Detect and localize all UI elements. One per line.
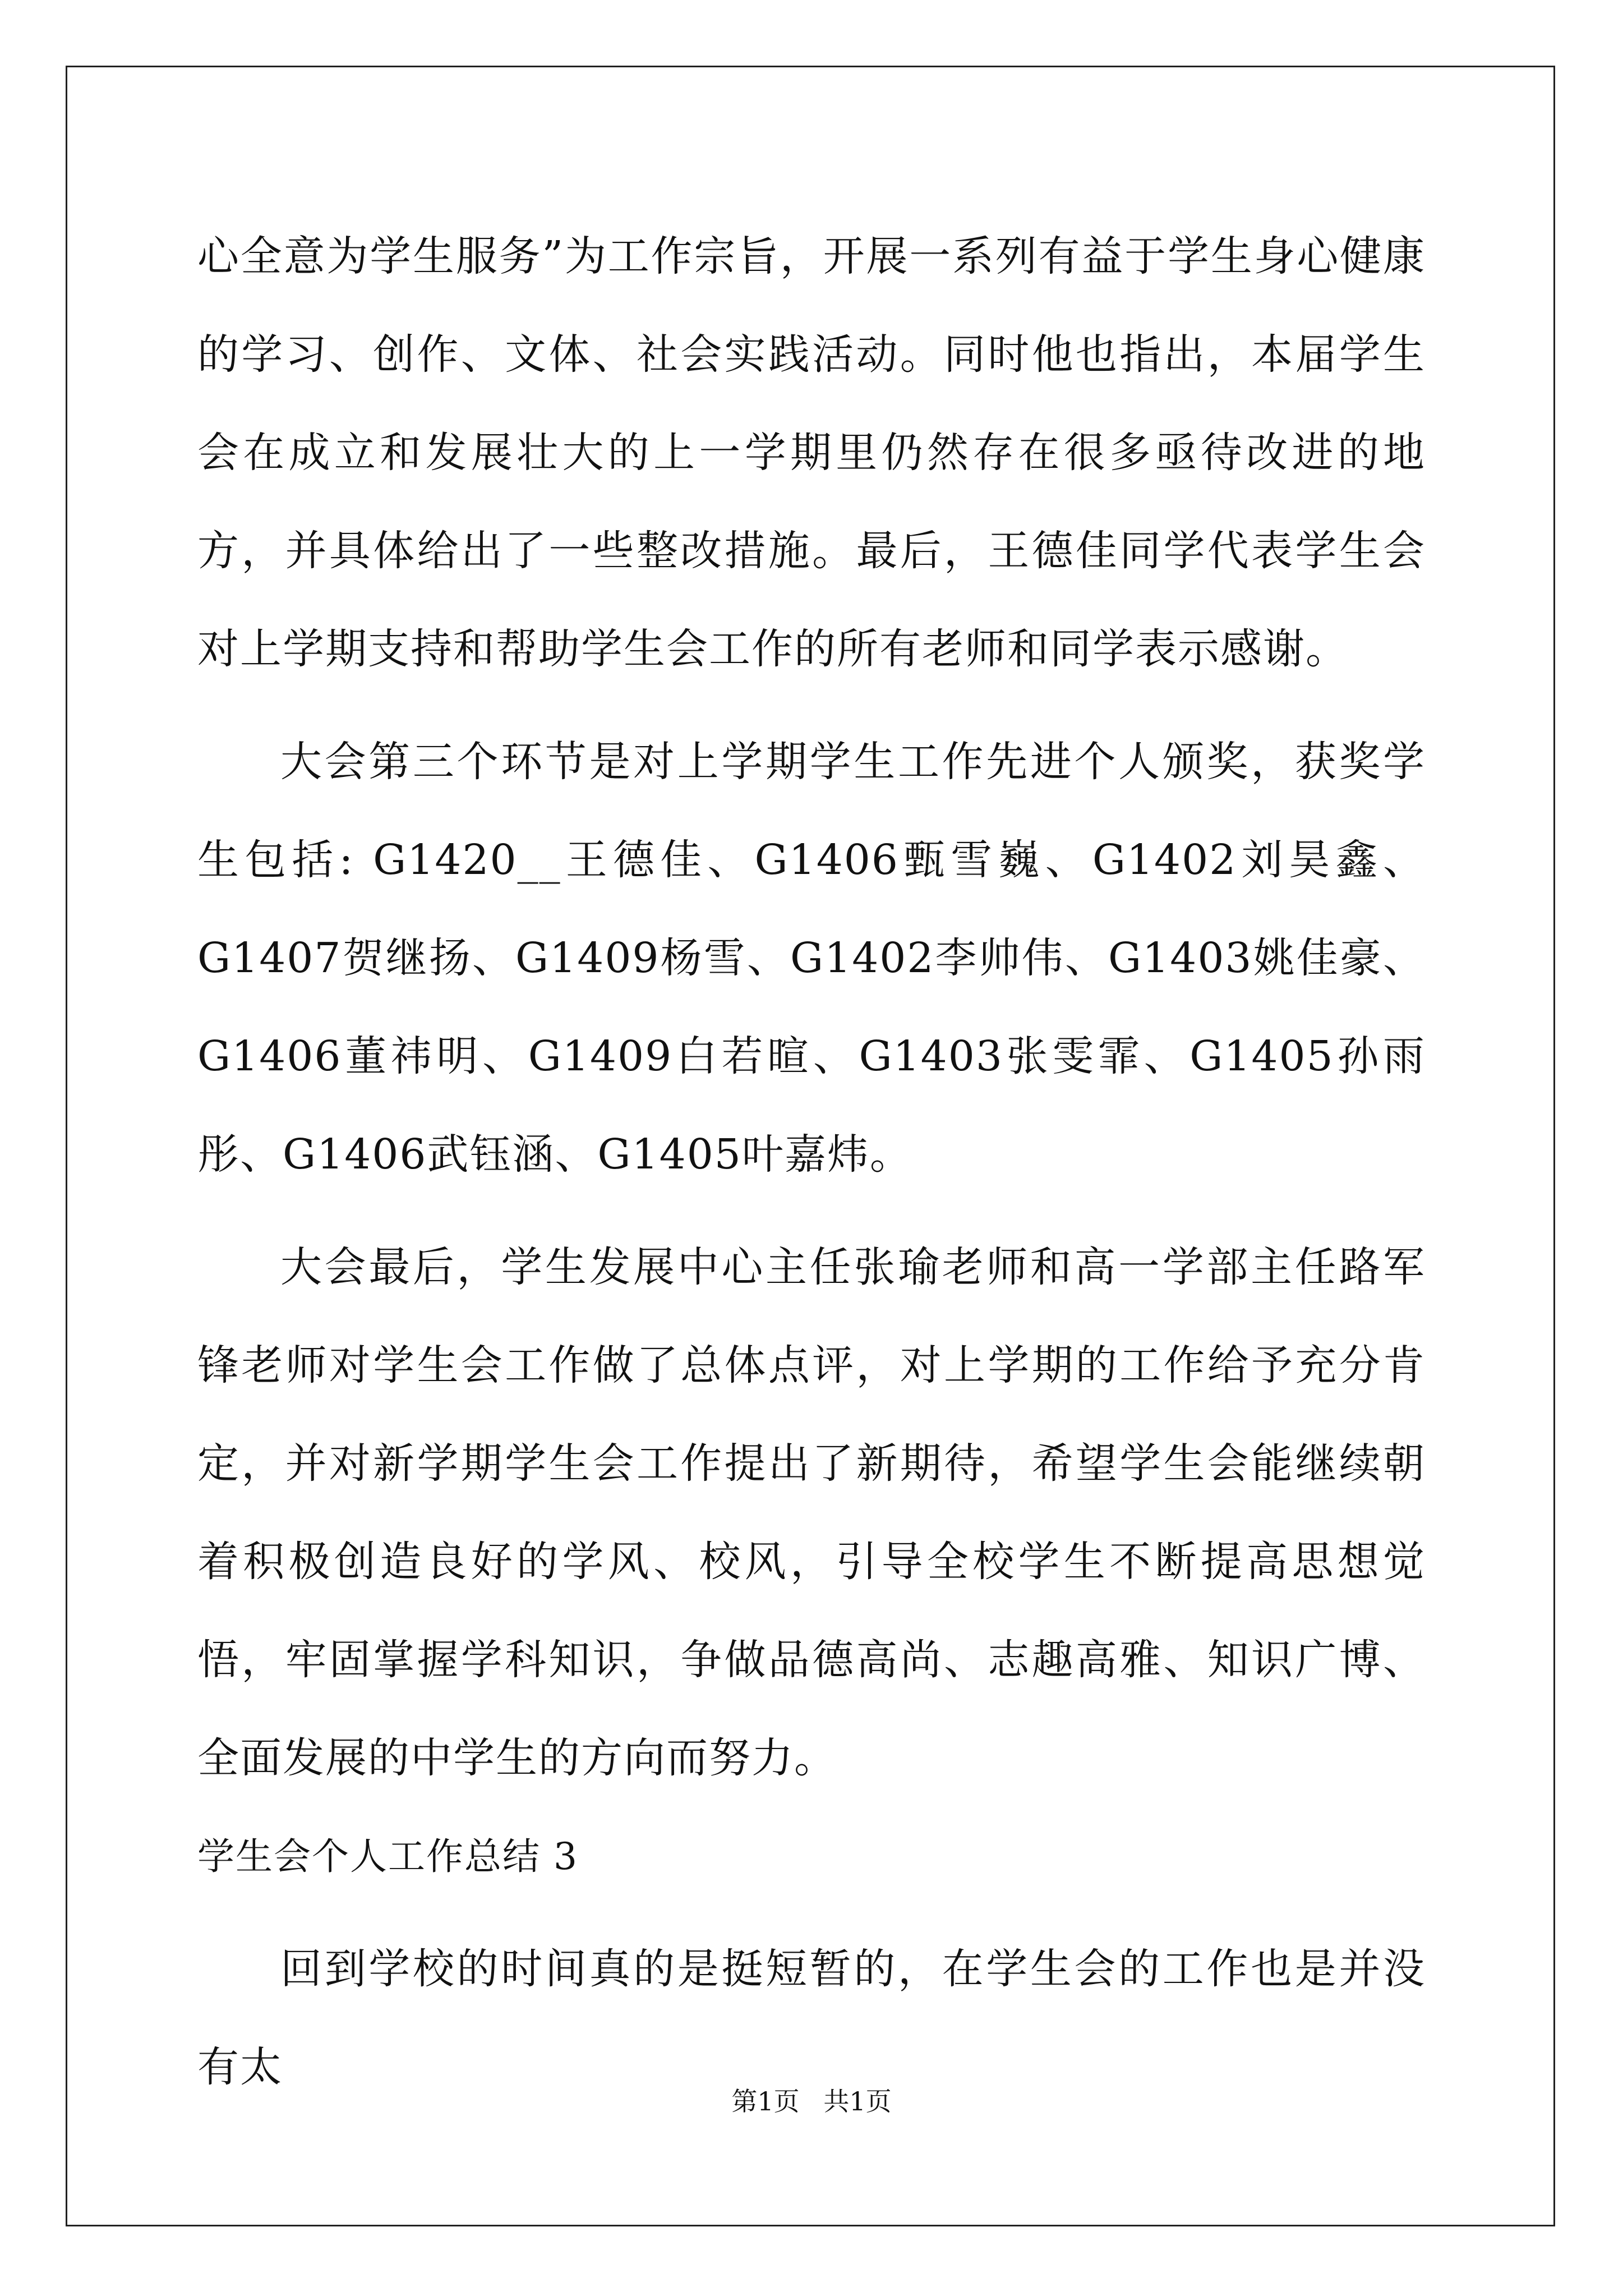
page-number: 第1页 [731,2086,800,2116]
page-footer [0,2081,1623,2118]
page-total: 共1页 [823,2086,892,2116]
document-body [197,208,1426,2116]
section-heading: 学生会个人工作总结 3 [197,1835,578,1878]
paragraph-4: 回到学校的时间真的是挺短暂的，在学生会的工作也是并没有太 [197,1945,1426,2091]
paragraph-1: 心全意为学生服务”为工作宗旨，开展一系列有益于学生身心健康的学习、创作、文体、社会实践活动。同时他也指出，本届学生会在成立和发展壮大的上一学期里仍然存在很多亟待改进的地方，并具体给出了一些整改措施。最后，王德佳同学代表学生会对上学期支持和帮助学生会工作的所有老师和同学表示感谢。 [197,232,1426,673]
paragraph-2: 大会第三个环节是对上学期学生工作先进个人颁奖，获奖学生包括: G1420__王德佳、G1406甄雪巍、G1402刘昊鑫、G1407贺继扬、G1409杨雪、G1402李帅伟、G1403姚佳豪、G1406董祎明、G1409白若暄、G1403张雯霏、G1405孙雨彤、G1406武钰涵、G1405叶嘉炜。 [197,738,1426,1179]
paragraph-3: 大会最后，学生发展中心主任张瑜老师和高一学部主任路军锋老师对学生会工作做了总体点评，对上学期的工作给予充分肯定，并对新学期学生会工作提出了新期待，希望学生会能继续朝着积极创造良好的学风、校风，引导全校学生不断提高思想觉悟，牢固掌握学科知识，争做品德高尚、志趣高雅、知识广博、全面发展的中学生的方向而努力。 [197,1243,1426,1782]
